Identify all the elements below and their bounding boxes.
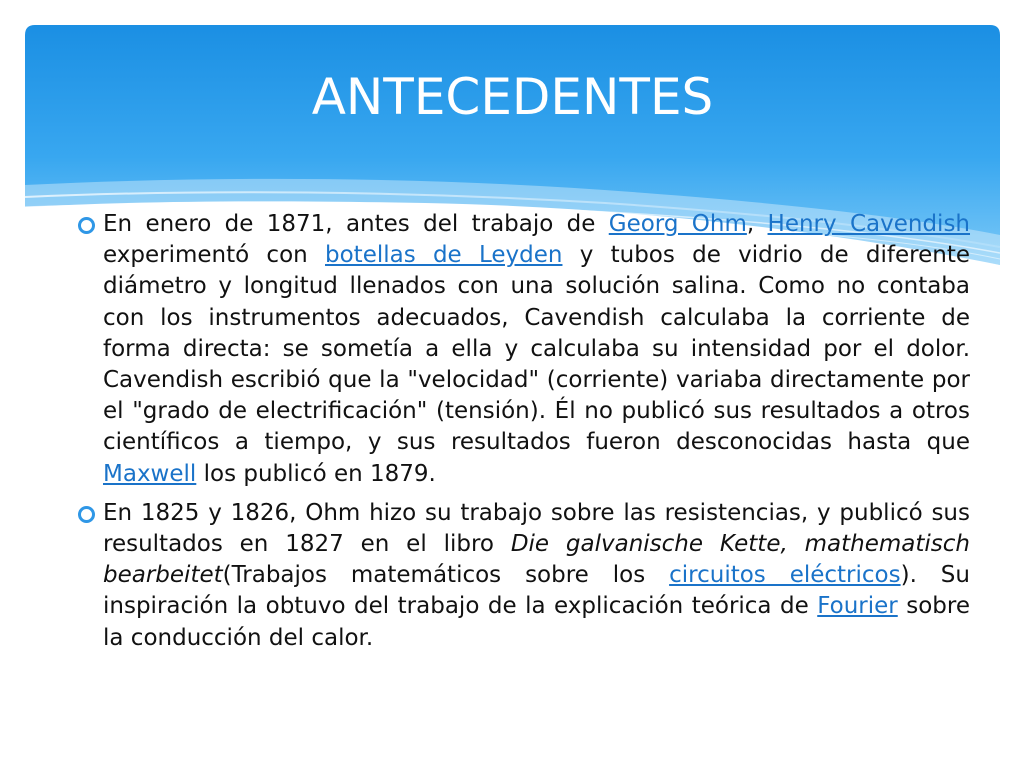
text-segment: ). Su inspiración la obtuvo del trabajo de la explicación teórica de (103, 562, 970, 620)
bullet-item (78, 209, 970, 490)
slide-content (78, 209, 970, 662)
link-fourier[interactable]: Fourier (817, 593, 898, 620)
bullet-item (78, 498, 970, 654)
text-segment: , (746, 211, 768, 237)
link-maxwell[interactable]: Maxwell (103, 460, 197, 487)
link-henry-cavendish[interactable]: Henry Cavendish (767, 211, 971, 237)
text-segment: los publicó en 1879. (196, 460, 436, 487)
bullet-text (103, 211, 970, 487)
ring-bullet-icon (78, 217, 95, 234)
link-circuitos-electricos[interactable]: circuitos eléctricos (669, 562, 901, 589)
link-botellas-de-leyden[interactable]: botellas de Leyden (325, 242, 563, 269)
text-segment: En enero de 1871, antes del trabajo de (103, 211, 609, 237)
link-georg-ohm[interactable]: Georg Ohm (608, 211, 747, 237)
text-segment: (Trabajos matemáticos sobre los (222, 562, 670, 589)
bullet-text (103, 500, 970, 651)
text-segment: experimentó con (103, 242, 325, 269)
text-segment: y tubos de vidrio de diferente diámetro y longitud llenados con una solución salina. Como no contaba con los instrumentos adecuados, Cavendish calculaba la corriente de forma directa: se sometía a ella y calculaba su intensidad por el dolor. Cavendish escribió que la "velocidad" (corriente) variaba directamente por el "grado de electrificación" (tensión). Él no publicó sus resultados a otros científicos a tiempo, y sus resultados fueron desconocidas hasta que (103, 242, 970, 456)
ring-bullet-icon (78, 506, 95, 523)
book-title: Die galvanische Kette, mathematisch bearbeitet (103, 531, 970, 589)
slide-title: ANTECEDENTES (311, 68, 714, 126)
text-segment: En 1825 y 1826, Ohm hizo su trabajo sobre las resistencias, y publicó sus resultados en 1827 en el libro (103, 499, 970, 558)
text-segment: sobre la conducción del calor. (103, 593, 970, 651)
